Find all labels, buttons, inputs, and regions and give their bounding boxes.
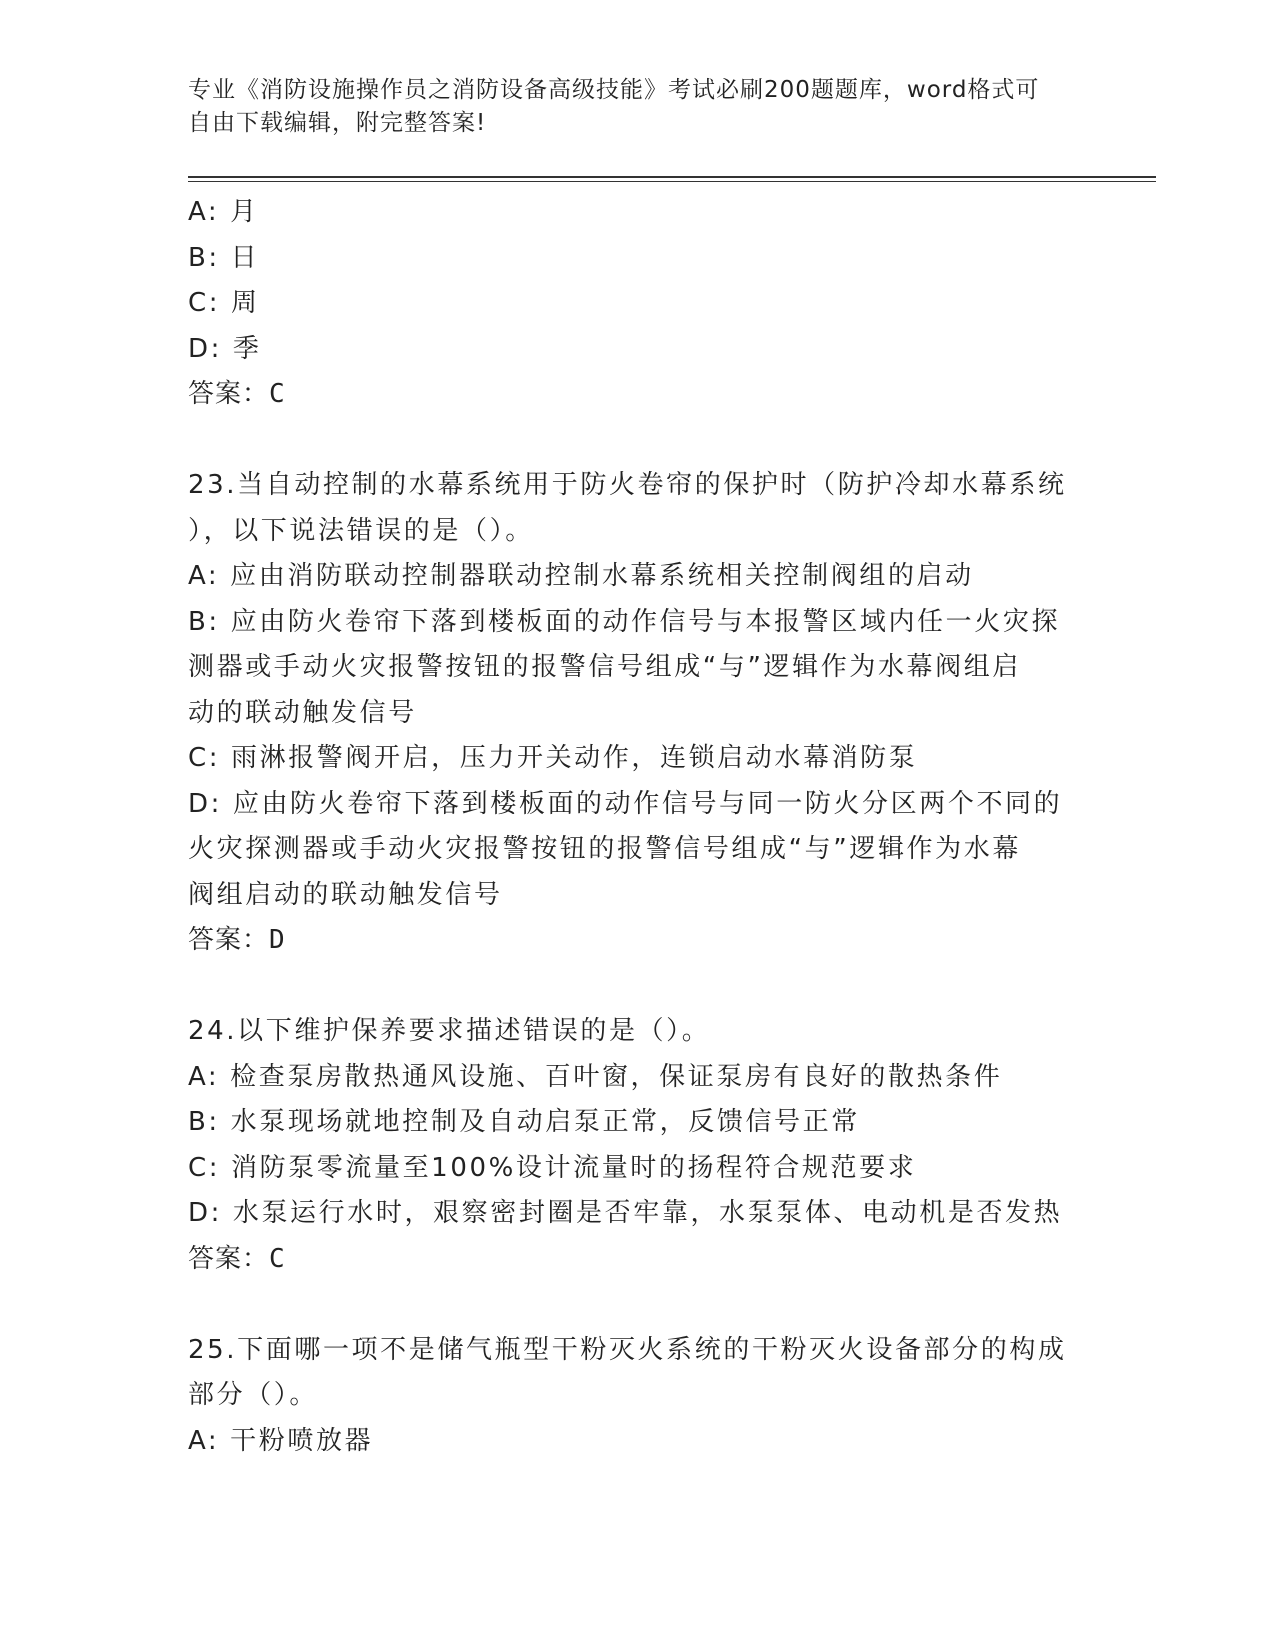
question-25: [188, 1328, 1088, 1465]
q22-option-d: D: 季: [188, 333, 262, 364]
q24-option-a: A: 检查泵房散热通风设施、百叶窗，保证泵房有良好的散热条件: [188, 1061, 1003, 1092]
document-header: [188, 74, 1068, 140]
header-line-2: 自由下载编辑，附完整答案!: [188, 110, 487, 136]
header-line-1: 专业《消防设施操作员之消防设备高级技能》考试必刷200题题库，word格式可: [188, 77, 1040, 103]
q23-stem-line-2: ），以下说法错误的是（）。: [188, 515, 534, 546]
question-spacer: [188, 418, 1088, 464]
q22-answer: 答案：C: [188, 379, 286, 409]
q24-option-c: C: 消防泵零流量至100%设计流量时的扬程符合规范要求: [188, 1152, 917, 1183]
q23-stem-line-1: 23.当自动控制的水幕系统用于防火卷帘的保护时（防护冷却水幕系统: [188, 470, 1067, 500]
question-spacer: [188, 964, 1088, 1010]
q23-option-d-line-1: D: 应由防火卷帘下落到楼板面的动作信号与同一防火分区两个不同的: [188, 788, 1063, 819]
q23-option-b-line-1: B: 应由防火卷帘下落到楼板面的动作信号与本报警区域内任一火灾探: [188, 606, 1061, 637]
header-divider-thin: [188, 181, 1156, 182]
q24-answer: 答案：C: [188, 1243, 286, 1274]
question-spacer: [188, 1282, 1088, 1328]
question-24: [188, 1009, 1088, 1282]
q23-option-b-line-3: 动的联动触发信号: [188, 697, 417, 728]
q24-stem: 24.以下维护保养要求描述错误的是（）。: [188, 1016, 711, 1046]
q22-option-c: C: 周: [188, 288, 260, 318]
q22-option-b: B: 日: [188, 242, 260, 273]
header-divider-thick: [188, 176, 1156, 178]
q23-option-b-line-2: 测器或手动火灾报警按钮的报警信号组成“与”逻辑作为水幕阀组启: [188, 652, 1021, 682]
q23-option-c: C: 雨淋报警阀开启，压力开关动作，连锁启动水幕消防泵: [188, 743, 918, 773]
q23-option-a: A: 应由消防联动控制器联动控制水幕系统相关控制阀组的启动: [188, 561, 974, 591]
q25-stem-line-2: 部分（）。: [188, 1380, 319, 1410]
question-list: [188, 190, 1088, 1464]
q24-option-b: B: 水泵现场就地控制及自动启泵正常，反馈信号正常: [188, 1107, 860, 1137]
question-23: [188, 463, 1088, 964]
q23-option-d-line-2: 火灾探测器或手动火灾报警按钮的报警信号组成“与”逻辑作为水幕: [188, 834, 1021, 864]
q24-option-d: D: 水泵运行水时，艰察密封圈是否牢靠，水泵泵体、电动机是否发热: [188, 1198, 1063, 1228]
q25-option-a: A: 干粉喷放器: [188, 1425, 374, 1456]
q23-answer: 答案：D: [188, 925, 286, 955]
q22-option-a: A: 月: [188, 197, 259, 227]
q25-stem-line-1: 25.下面哪一项不是储气瓶型干粉灭火系统的干粉灭火设备部分的构成: [188, 1334, 1067, 1365]
question-22: [188, 190, 1088, 418]
q23-option-d-line-3: 阀组启动的联动触发信号: [188, 879, 503, 910]
